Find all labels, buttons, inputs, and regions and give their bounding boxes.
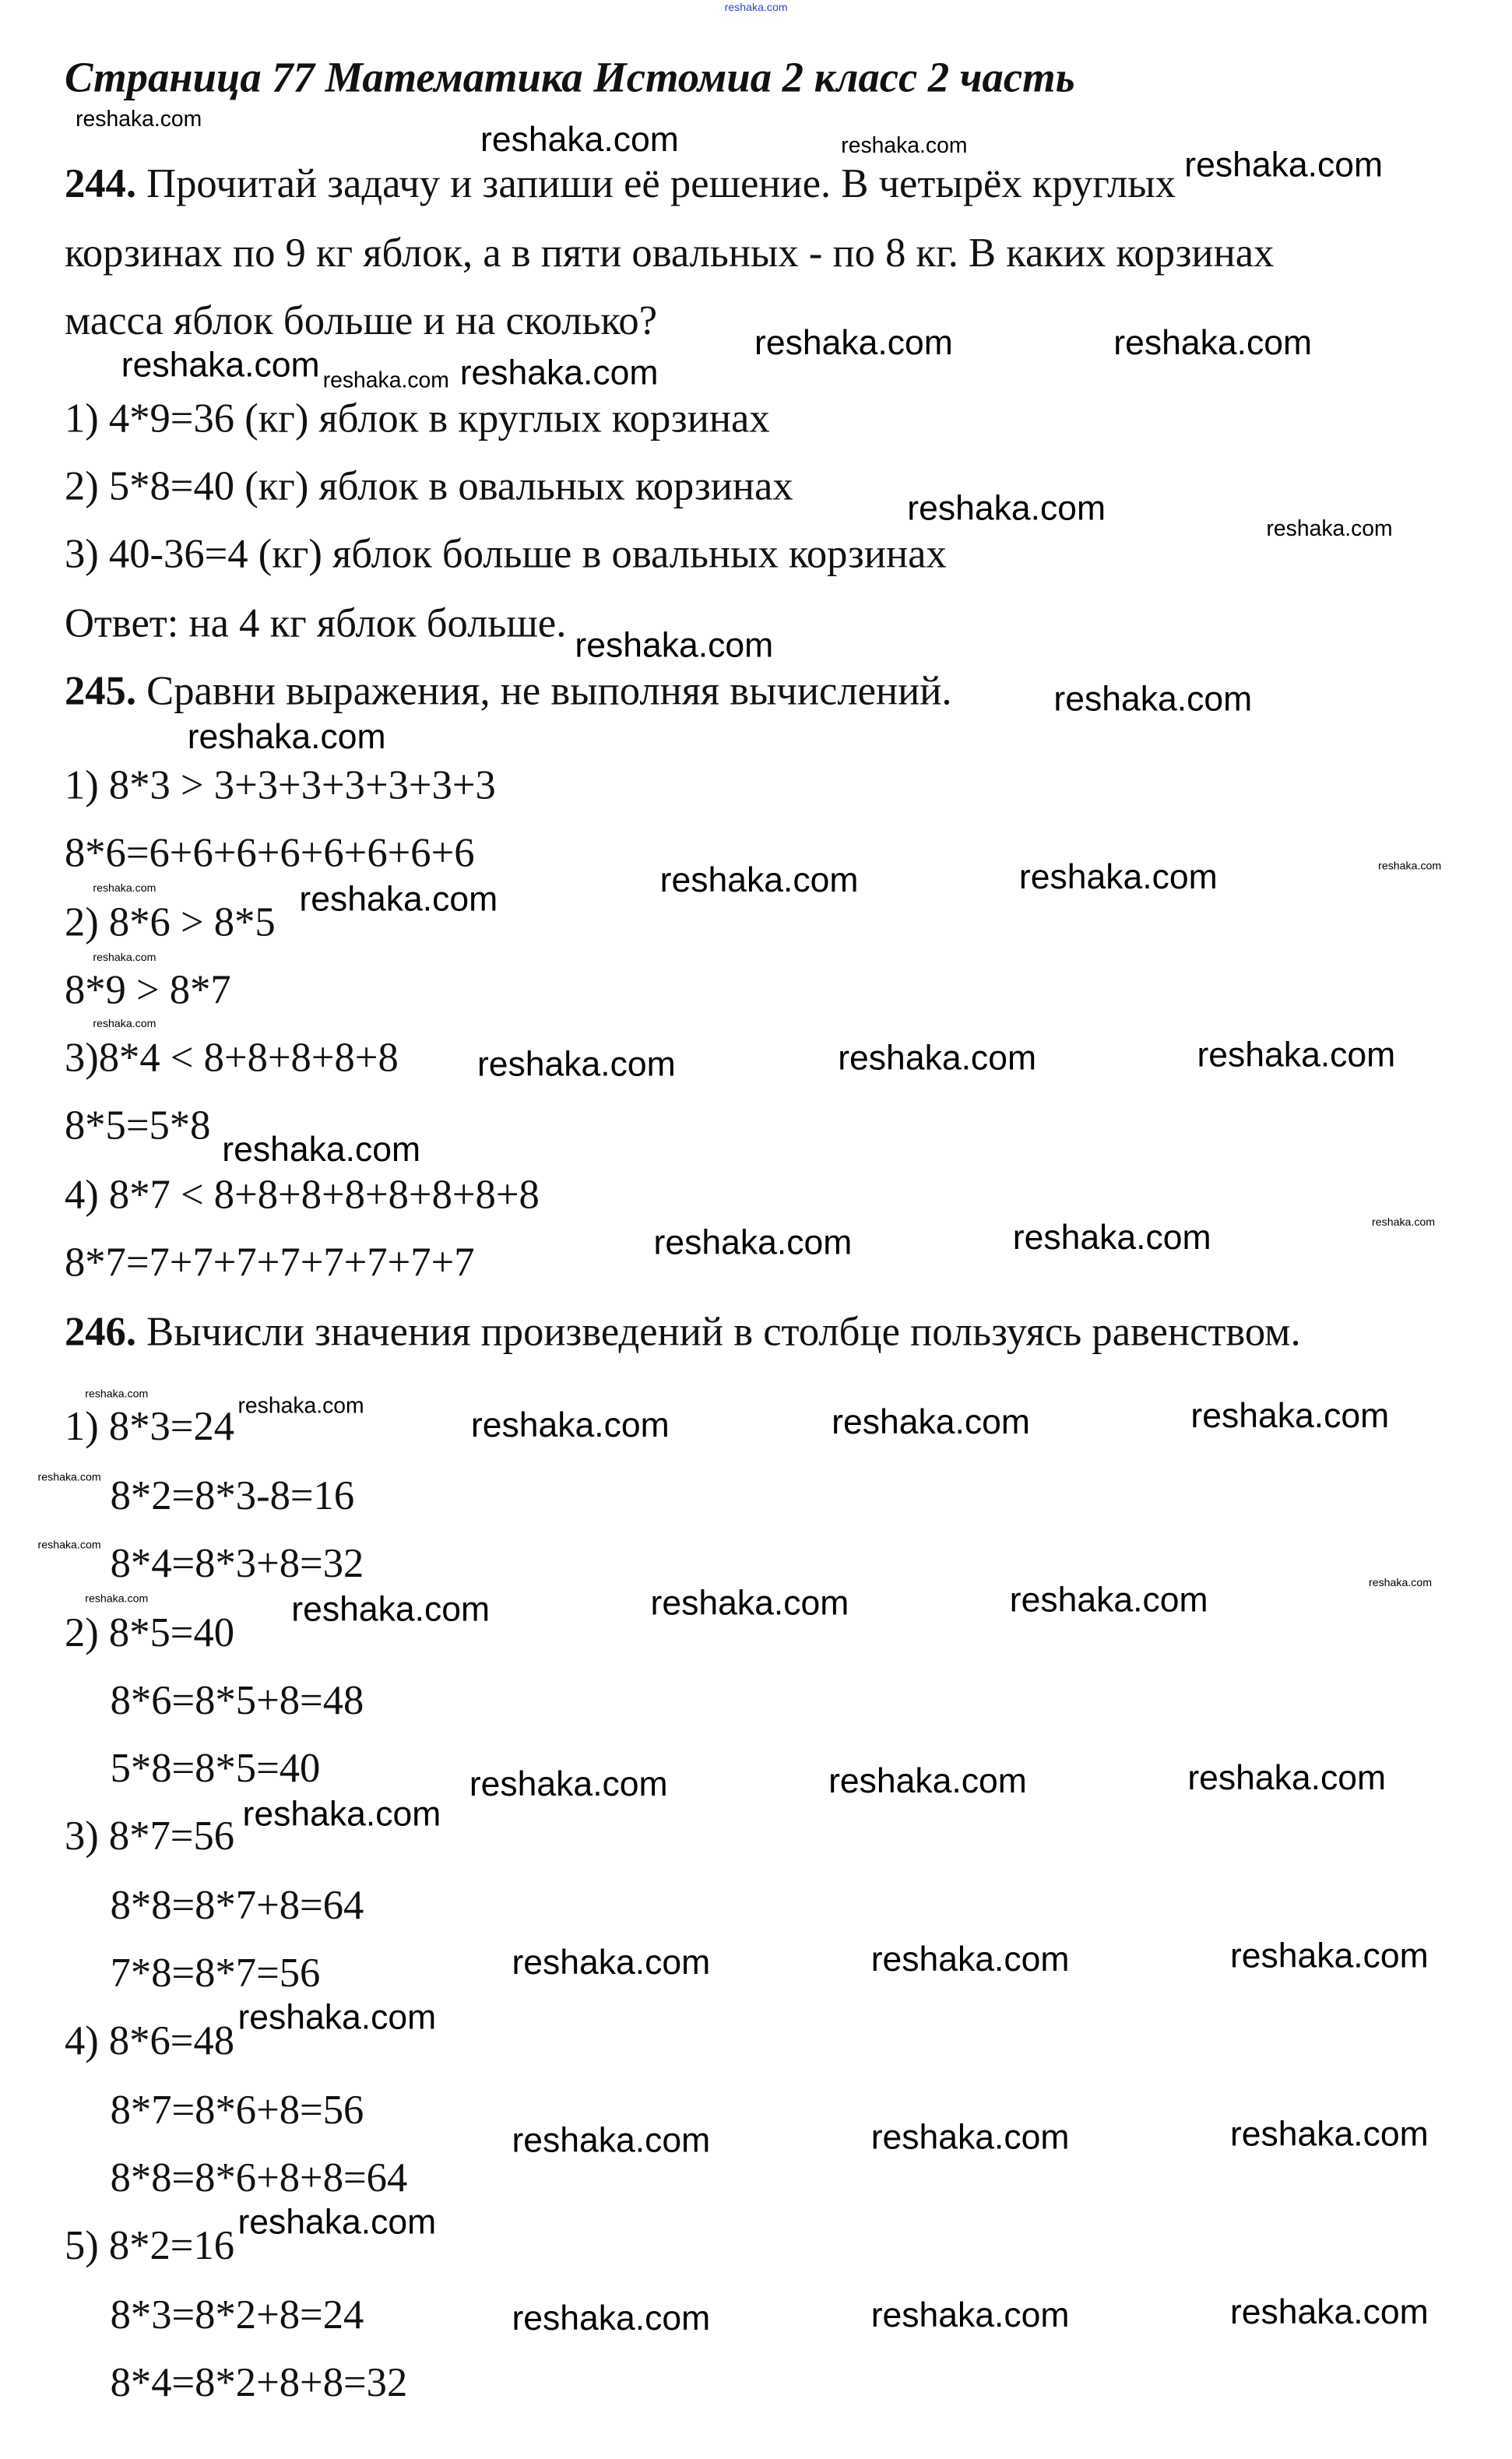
watermark: reshaka.com: [237, 1392, 364, 1418]
text-line: [111, 1950, 321, 1997]
watermark: reshaka.com: [76, 105, 202, 131]
watermark: reshaka.com: [1378, 861, 1442, 873]
line-text: Ответ: на 4 кг яблок больше.: [64, 600, 567, 646]
line-text: Вычисли значения произведений в столбце пользуясь равенством.: [135, 1309, 1301, 1355]
watermark: reshaka.com: [1229, 1936, 1429, 1975]
watermark: reshaka.com: [476, 1044, 676, 1084]
text-line: [111, 1745, 321, 1792]
text-line: [65, 1813, 234, 1860]
watermark: reshaka.com: [222, 1129, 421, 1170]
line-text: 8*9 > 8*7: [64, 967, 231, 1013]
watermark: reshaka.com: [1009, 1580, 1208, 1620]
watermark: reshaka.com: [512, 1942, 711, 1982]
watermark: reshaka.com: [724, 3, 788, 15]
watermark: reshaka.com: [480, 119, 679, 160]
watermark: reshaka.com: [575, 625, 774, 665]
text-line: [65, 1103, 210, 1150]
line-text: 4) 8*6=48: [64, 2018, 235, 2064]
text-line: [65, 463, 793, 511]
watermark: reshaka.com: [237, 2202, 437, 2242]
line-text: 8*8=8*6+8+8=64: [110, 2155, 408, 2201]
line-text: 8*6=8*5+8=48: [110, 1677, 364, 1724]
watermark: reshaka.com: [187, 716, 386, 757]
line-text: 5) 8*2=16: [64, 2222, 235, 2269]
watermark: reshaka.com: [93, 952, 156, 965]
line-text: 2) 8*5=40: [64, 1609, 235, 1656]
watermark: reshaka.com: [907, 488, 1106, 528]
watermark: reshaka.com: [1018, 857, 1218, 897]
text-line: [65, 1240, 475, 1287]
text-line: [111, 1677, 364, 1725]
line-text: масса яблок больше и на сколько?: [64, 297, 658, 344]
watermark: reshaka.com: [37, 1472, 101, 1484]
text-line: [65, 1172, 540, 1219]
text-line: [65, 2018, 234, 2065]
line-text: 8*2=8*3-8=16: [110, 1472, 355, 1519]
watermark: reshaka.com: [838, 1038, 1037, 1078]
problem-number: 244.: [64, 160, 136, 207]
line-text: 3) 8*7=56: [64, 1813, 235, 1859]
line-text: 8*3=8*2+8=24: [110, 2292, 364, 2338]
watermark: reshaka.com: [754, 322, 953, 363]
text-line: [111, 1473, 355, 1521]
watermark: reshaka.com: [870, 2116, 1070, 2157]
watermark: reshaka.com: [93, 883, 156, 895]
watermark: reshaka.com: [85, 1594, 149, 1606]
text-line: [65, 1610, 234, 1658]
problem-number: 246.: [64, 1309, 136, 1355]
text-line: [111, 2155, 408, 2202]
watermark: reshaka.com: [841, 132, 968, 158]
text-line: [65, 1403, 234, 1451]
text-line: [65, 396, 770, 443]
watermark: reshaka.com: [653, 1222, 853, 1262]
line-text: 8*6=6+6+6+6+6+6+6+6: [64, 830, 475, 876]
watermark: reshaka.com: [85, 1389, 149, 1401]
watermark: reshaka.com: [242, 1794, 441, 1834]
watermark: reshaka.com: [322, 367, 449, 392]
watermark: reshaka.com: [121, 345, 320, 385]
line-text: 4) 8*7 < 8+8+8+8+8+8+8+8: [64, 1172, 540, 1218]
line-text: 1) 8*3 > 3+3+3+3+3+3+3: [64, 762, 496, 808]
line-text: 3)8*4 < 8+8+8+8+8: [64, 1035, 399, 1081]
watermark: reshaka.com: [1229, 2113, 1429, 2154]
watermark: reshaka.com: [237, 1997, 437, 2037]
watermark: reshaka.com: [828, 1761, 1027, 1801]
line-text: 1) 8*3=24: [64, 1403, 235, 1450]
watermark: reshaka.com: [1012, 1217, 1211, 1258]
watermark: reshaka.com: [459, 353, 659, 392]
watermark: reshaka.com: [512, 2298, 711, 2338]
watermark: reshaka.com: [1197, 1035, 1396, 1075]
text-line: [111, 1540, 364, 1588]
line-text: 2) 5*8=40 (кг) яблок в овальных корзинах: [64, 463, 793, 509]
text-line: [111, 2087, 364, 2134]
watermark: reshaka.com: [299, 878, 498, 919]
text-line: [65, 531, 947, 579]
watermark: reshaka.com: [291, 1589, 491, 1629]
problem-statement: [65, 1309, 1301, 1356]
text-line: [65, 297, 657, 345]
watermark: reshaka.com: [1187, 1757, 1387, 1798]
watermark: reshaka.com: [870, 2295, 1070, 2335]
text-line: [65, 2222, 234, 2270]
watermark: reshaka.com: [659, 860, 859, 900]
problem-statement: [65, 668, 952, 716]
problem-number: 245.: [64, 667, 136, 714]
line-text: 8*5=5*8: [64, 1103, 211, 1149]
text-line: [65, 967, 231, 1015]
watermark: reshaka.com: [870, 1939, 1070, 1979]
watermark: reshaka.com: [1266, 515, 1393, 540]
line-text: Прочитай задачу и запиши её решение. В четырёх круглых: [135, 160, 1176, 207]
watermark: reshaka.com: [93, 1018, 156, 1031]
text-line: [65, 762, 496, 810]
text-line: [65, 830, 475, 878]
watermark: reshaka.com: [832, 1402, 1030, 1442]
watermark: reshaka.com: [512, 2120, 711, 2160]
text-line: [65, 230, 1274, 277]
text-line: [111, 2292, 364, 2339]
problem-statement: [65, 160, 1176, 208]
line-text: 7*8=8*7=56: [110, 1950, 321, 1996]
line-text: корзинах по 9 кг яблок, а в пяти овальных - по 8 кг. В каких корзинах: [64, 230, 1275, 276]
text-line: [65, 899, 276, 947]
watermark: reshaka.com: [1190, 1395, 1390, 1435]
watermark: reshaka.com: [37, 1540, 101, 1552]
line-text: 3) 40-36=4 (кг) яблок больше в овальных корзинах: [64, 530, 947, 577]
watermark: reshaka.com: [470, 1405, 670, 1445]
text-line: [111, 1882, 364, 1930]
line-text: 8*4=8*3+8=32: [110, 1540, 364, 1587]
line-text: 8*8=8*7+8=64: [110, 1882, 364, 1929]
watermark: reshaka.com: [1372, 1217, 1436, 1229]
watermark: reshaka.com: [1053, 678, 1253, 719]
text-line: [65, 600, 566, 648]
text-line: [65, 1035, 399, 1082]
watermark: reshaka.com: [469, 1764, 668, 1804]
watermark: reshaka.com: [1229, 2292, 1429, 2332]
watermark: reshaka.com: [1184, 145, 1384, 185]
watermark: reshaka.com: [650, 1583, 849, 1623]
line-text: 8*7=7+7+7+7+7+7+7+7: [64, 1240, 475, 1286]
line-text: 2) 8*6 > 8*5: [64, 899, 276, 945]
line-text: Сравни выражения, не выполняя вычислений.: [135, 667, 952, 714]
line-text: 8*7=8*6+8=56: [110, 2087, 364, 2134]
text-line: [111, 2359, 408, 2407]
watermark: reshaka.com: [1113, 322, 1313, 363]
watermark: reshaka.com: [1368, 1578, 1433, 1590]
line-text: 5*8=8*5=40: [110, 1745, 321, 1792]
line-text: 1) 4*9=36 (кг) яблок в круглых корзинах: [64, 395, 770, 441]
page-title: Страница 77 Математика Истомиа 2 класс 2 часть: [64, 53, 1075, 101]
line-text: 8*4=8*2+8+8=32: [110, 2359, 408, 2406]
